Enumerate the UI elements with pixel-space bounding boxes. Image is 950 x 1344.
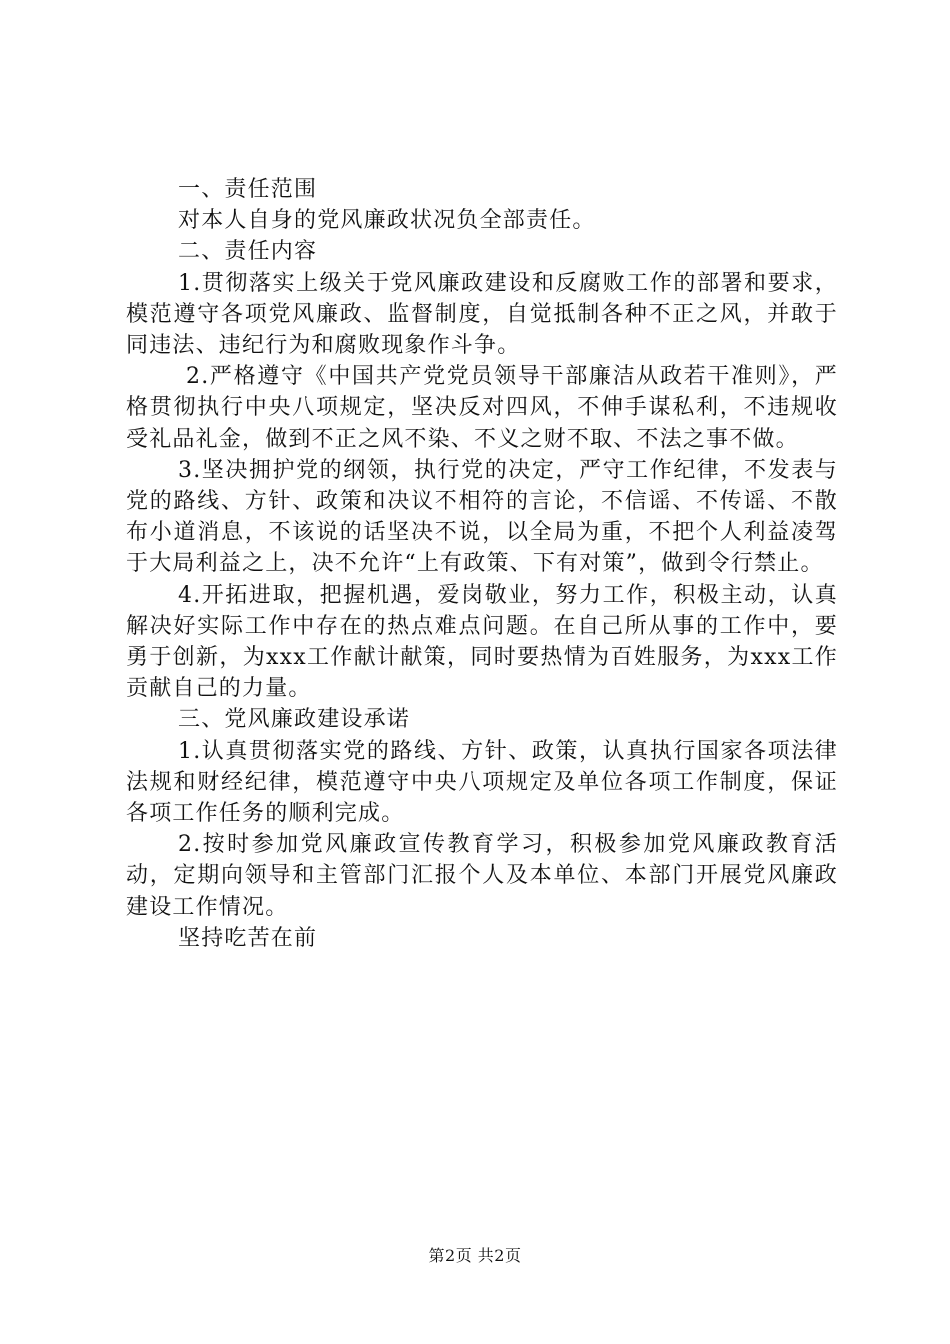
- paragraph-content-item-3: 3.坚决拥护党的纲领，执行党的决定，严守工作纪律，不发表与党的路线、方针、政策和决议不相符的言论，不信谣、不传谣、不散布小道消息，不该说的话坚决不说，以全局为重，不把个人利益凌驾于大局利益之上，决不允许“上有政策、下有对策”，做到令行禁止。: [126, 457, 838, 577]
- paragraph-commitment-item-2: 2.按时参加党风廉政宣传教育学习，积极参加党风廉政教育活动，定期向领导和主管部门汇报个人及本单位、本部门开展党风廉政建设工作情况。: [126, 832, 838, 920]
- page-number-footer: 第2页 共2页: [428, 1246, 522, 1265]
- paragraph-content-item-2: 2.严格遵守《中国共产党党员领导干部廉洁从政若干准则》，严格贯彻执行中央八项规定，坚决反对四风，不伸手谋私利，不违规收受礼品礼金，做到不正之风不染、不义之财不取、不法之事不做。: [126, 364, 838, 452]
- section-heading-scope: 一、责任范围: [178, 177, 318, 202]
- section-heading-content: 二、责任内容: [178, 239, 318, 265]
- paragraph-scope-text: 对本人自身的党风廉政状况负全部责任。: [178, 208, 596, 234]
- paragraph-closing-fragment: 坚持吃苦在前: [178, 925, 318, 951]
- paragraph-content-item-4: 4.开拓进取，把握机遇，爱岗敬业，努力工作，积极主动，认真解决好实际工作中存在的热点难点问题。在自己所从事的工作中，要勇于创新，为xxx工作献计献策，同时要热情为百姓服务，为xxx工作贡献自己的力量。: [126, 582, 838, 702]
- paragraph-commitment-item-1: 1.认真贯彻落实党的路线、方针、政策，认真执行国家各项法律法规和财经纪律，模范遵守中央八项规定及单位各项工作制度，保证各项工作任务的顺利完成。: [126, 738, 838, 827]
- section-heading-commitment: 三、党风廉政建设承诺: [178, 707, 411, 733]
- document-body: [126, 174, 838, 954]
- paragraph-content-item-1: 1.贯彻落实上级关于党风廉政建设和反腐败工作的部署和要求，模范遵守各项党风廉政、监督制度，自觉抵制各种不正之风，并敢于同违法、违纪行为和腐败现象作斗争。: [126, 270, 838, 359]
